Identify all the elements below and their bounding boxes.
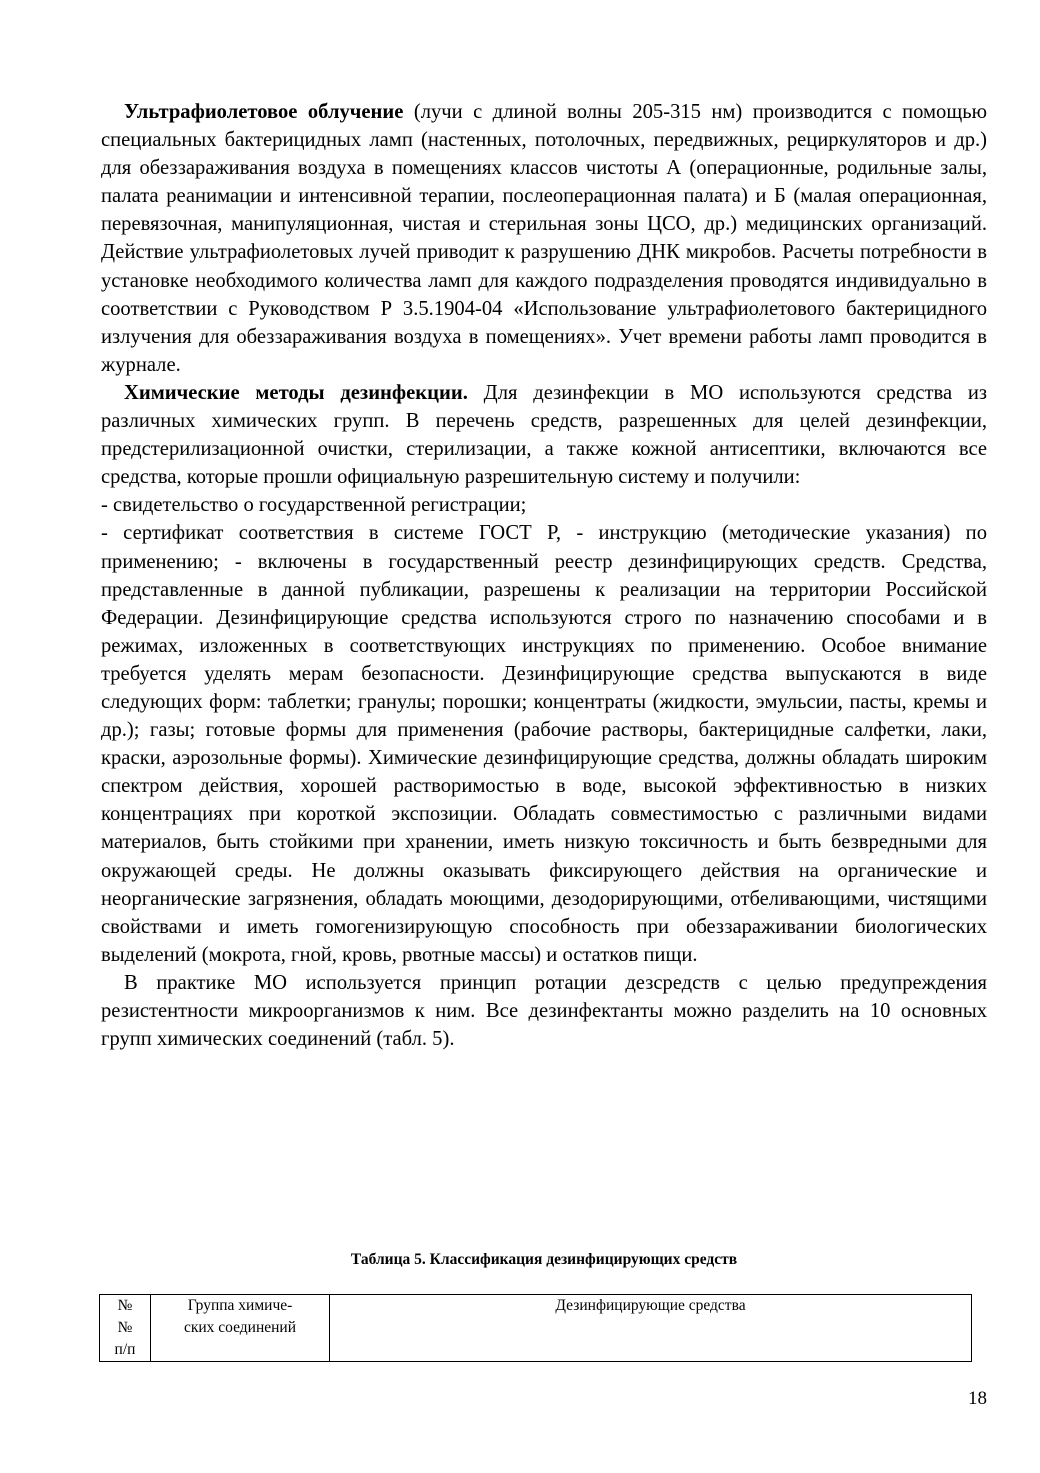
list-item-certificate: - сертификат соответствия в системе ГОСТ Р, - инструкцию (методические указания) по применению; - включены в государственный реестр дезинфицирующих средств. Средства, представленные в данной публикации, разрешены к реализации на территории Российской Федерации. Дезинфицирующие средства используются строго по назначению способами и в режимах, изложенных в соответствующих инструкциях по применению. Особое внимание требуется уделять мерам безопасности. Дезинфицирующие средства выпускаются в виде следующих форм: таблетки; гранулы; порошки; концентраты (жидкости, эмульсии, пасты, кремы и др.); газы; готовые формы для применения (рабочие растворы, бактерицидные салфетки, лаки, краски, аэрозольные формы). Химические дезинфицирующие средства, должны обладать широким спектром действия, хорошей растворимостью в воде, высокой эффективностью в низких концентрациях при короткой экспозиции. Обладать совместимостью с различными видами материалов, быть стойкими при хранении, иметь низкую токсичность и быть безвредными для окружающей среды. Не должны оказывать фиксирующего действия на органические и неорганические загрязнения, обладать моющими, дезодорирующими, отбеливающими, чистящими свойствами и иметь гомогенизирующую способность при обеззараживании биологических выделений (мокрота, гной, кровь, рвотные массы) и остатков пищи. <box>101 522 987 966</box>
chemical-body: Для дезинфекции в МО используются средства из различных химических групп. В перечень средств, разрешенных для целей дезинфекции, предстерилизационной очистки, стерилизации, а также кожной антисептики, включаются все средства, которые прошли официальную разрешительную систему и получили: <box>101 381 987 489</box>
header-group-cell <box>151 1295 330 1362</box>
chemical-heading: Химические методы дезинфекции. <box>124 381 468 404</box>
paragraph-uv <box>101 98 987 379</box>
page-number: 18 <box>968 1388 987 1409</box>
header-agents-cell: Дезинфицирующие средства <box>330 1295 972 1362</box>
header-number-line: № <box>117 1297 133 1314</box>
paragraph-chemical <box>101 379 987 491</box>
list-item-registration: - свидетельство о государственной регистрации; <box>101 494 527 517</box>
header-number-line: № <box>117 1319 133 1336</box>
header-group-line: ских соединений <box>183 1319 297 1336</box>
table-caption: Таблица 5. Классификация дезинфицирующих средств <box>350 1251 738 1268</box>
paragraph-rotation: В практике МО используется принцип ротации дезсредств с целью предупреждения резистентности микроорганизмов к ним. Все дезинфектанты можно разделить на 10 основных групп химических соединений (табл. 5). <box>101 971 987 1051</box>
header-number-cell <box>100 1295 151 1362</box>
header-number-line: п/п <box>114 1341 136 1358</box>
classification-table <box>99 1294 972 1362</box>
uv-body: (лучи с длиной волны 205-315 нм) производится с помощью специальных бактерицидных ламп (настенных, потолочных, передвижных, рециркуляторов и др.) для обеззараживания воздуха в помещениях классов чистоты А (операционные, родильные залы, палата реанимации и интенсивной терапии, послеоперационная палата) и Б (малая операционная, перевязочная, манипуляционная, чистая и стерильная зоны ЦСО, др.) медицинских организаций. Действие ультрафиолетовых лучей приводит к разрушению ДНК микробов. Расчеты потребности в установке необходимого количества ламп для каждого подразделения проводятся индивидуально в соответствии с Руководством Р 3.5.1904-04 «Использование ультрафиолетового бактерицидного излучения для обеззараживания воздуха в помещениях». Учет времени работы ламп проводится в журнале. <box>101 101 987 376</box>
uv-heading: Ультрафиолетовое облучение <box>124 101 404 123</box>
header-group-line: Группа химиче- <box>187 1297 293 1314</box>
table-header-row <box>100 1295 972 1362</box>
body-text <box>101 98 987 1053</box>
